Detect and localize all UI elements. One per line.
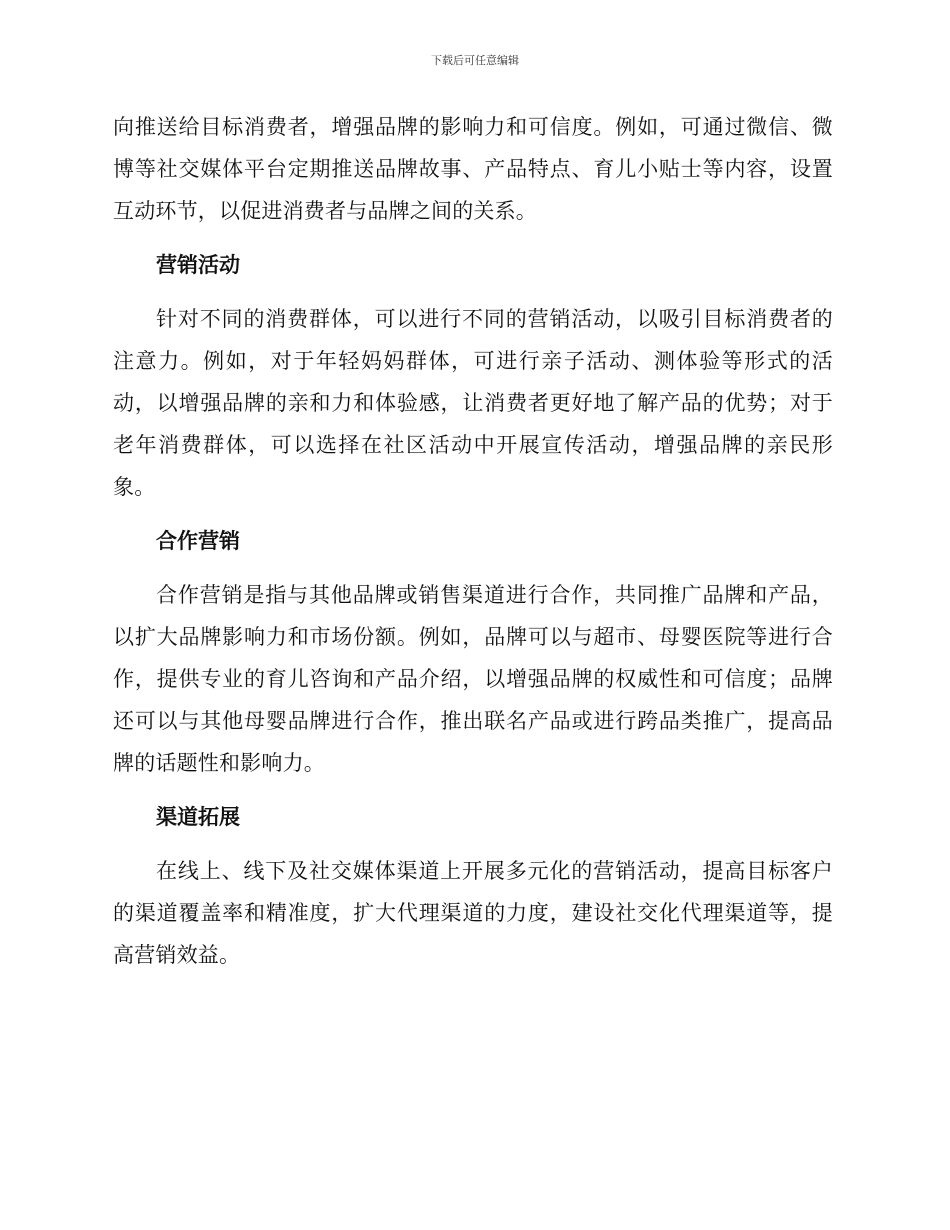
section-heading-cooperative-marketing: 合作营销: [156, 529, 240, 553]
section-paragraph-marketing-activities: 针对不同的消费群体，可以进行不同的营销活动，以吸引目标消费者的注意力。例如，对于年轻妈妈群体，可进行亲子活动、测体验等形式的活动，以增强品牌的亲和力和体验感，让消费者更好地了解产品的优势；对于老年消费群体，可以选择在社区活动中开展宣传活动，增强品牌的亲民形象。: [113, 307, 833, 499]
intro-paragraph: 向推送给目标消费者，增强品牌的影响力和可信度。例如，可通过微信、微博等社交媒体平台定期推送品牌故事、产品特点、育儿小贴士等内容，设置互动环节，以促进消费者与品牌之间的关系。: [113, 115, 833, 223]
section-paragraph-channel-expansion: 在线上、线下及社交媒体渠道上开展多元化的营销活动，提高目标客户的渠道覆盖率和精准度，扩大代理渠道的力度，建设社交化代理渠道等，提高营销效益。: [113, 859, 833, 967]
document-body: [113, 106, 833, 976]
section-paragraph-cooperative-marketing: 合作营销是指与其他品牌或销售渠道进行合作，共同推广品牌和产品，以扩大品牌影响力和市场份额。例如，品牌可以与超市、母婴医院等进行合作，提供专业的育儿咨询和产品介绍，以增强品牌的权威性和可信度；品牌还可以与其他母婴品牌进行合作，推出联名产品或进行跨品类推广，提高品牌的话题性和影响力。: [113, 583, 833, 775]
section-heading-channel-expansion: 渠道拓展: [156, 805, 240, 829]
section-heading-marketing-activities: 营销活动: [156, 253, 240, 277]
page-header: 下载后可任意编辑: [431, 54, 519, 67]
